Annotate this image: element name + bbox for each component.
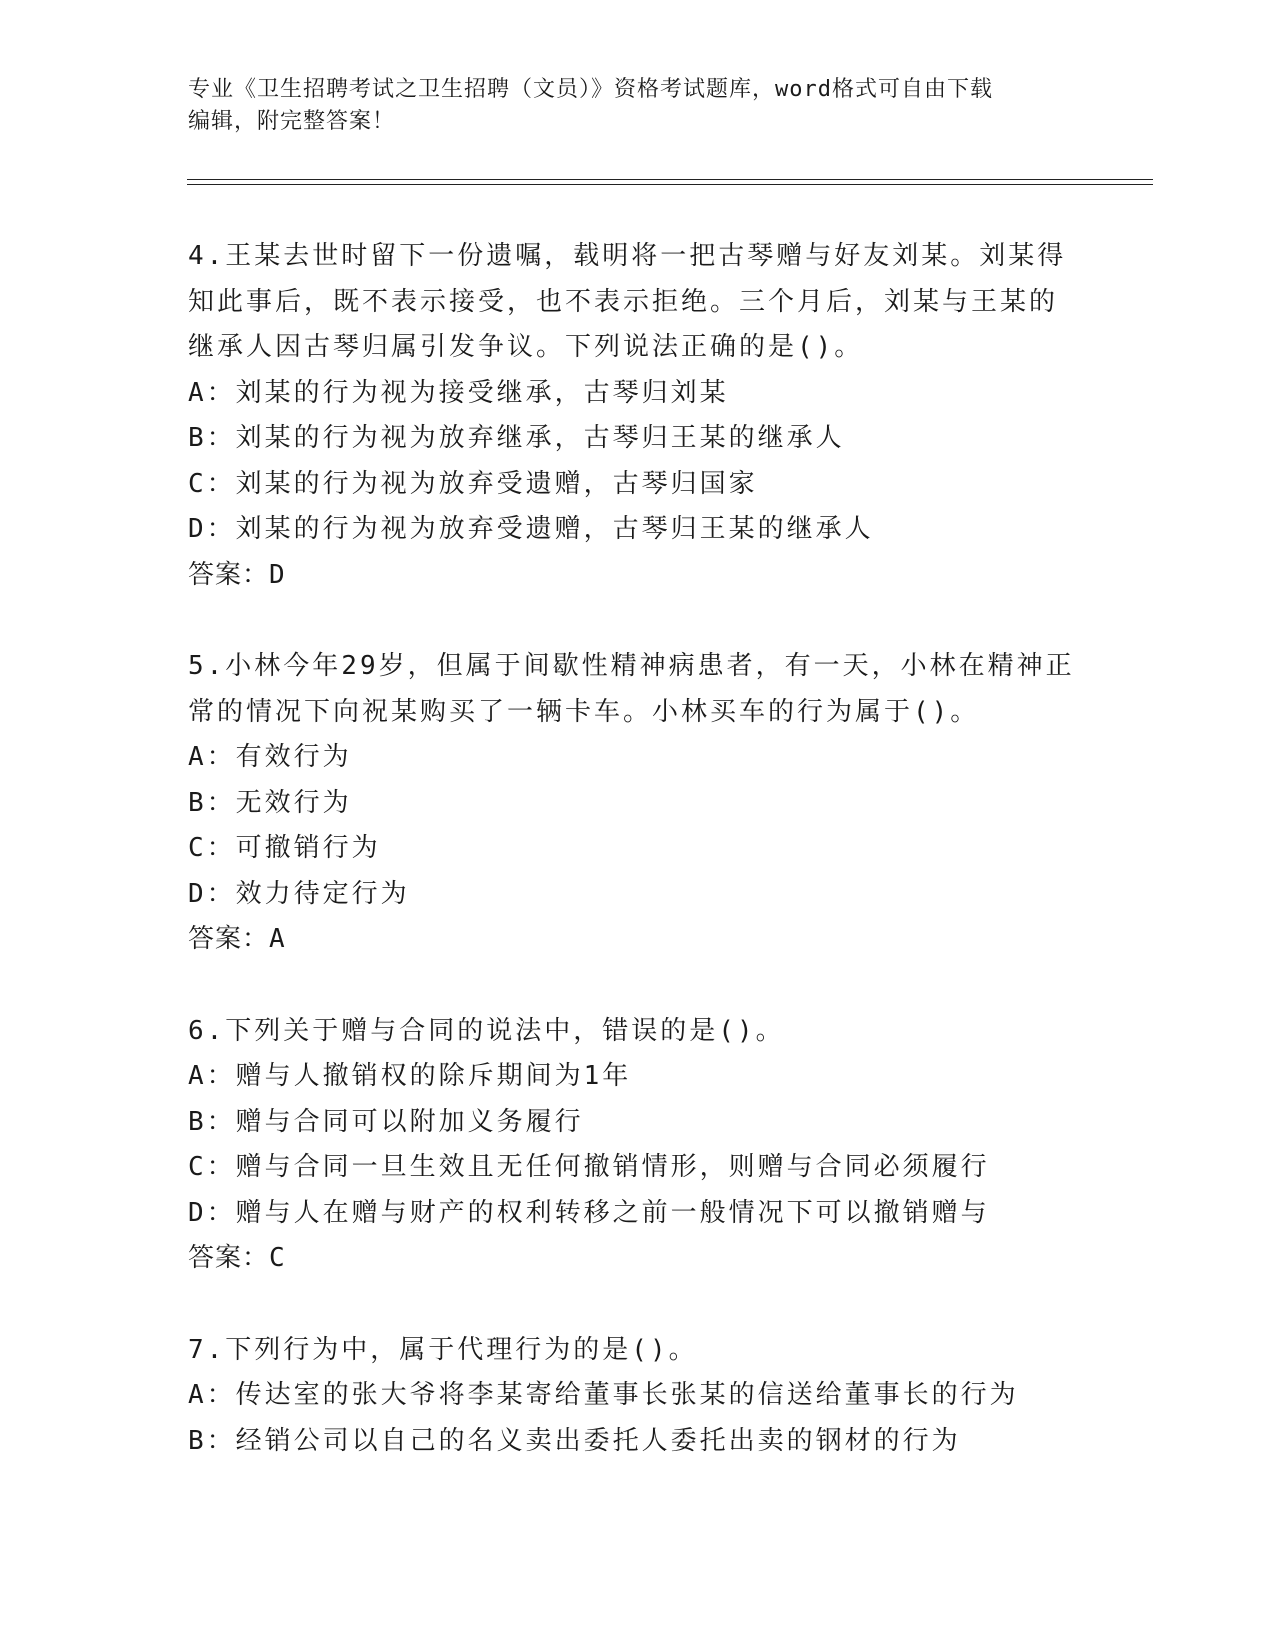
question-text-line: 常的情况下向祝某购买了一辆卡车。小林买车的行为属于()。: [188, 696, 980, 727]
option-a: A：赠与人撤销权的除斥期间为1年: [188, 1061, 632, 1091]
option-b: B：经销公司以自己的名义卖出委托人委托出卖的钢材的行为: [188, 1425, 961, 1456]
answer: [188, 917, 1088, 963]
option-a: A：有效行为: [188, 742, 352, 772]
answer-value: D: [269, 559, 286, 590]
answer-value: C: [269, 1243, 286, 1273]
question-5: [188, 644, 1088, 963]
answer: [188, 1236, 1088, 1282]
answer-value: A: [269, 924, 286, 954]
question-4: [188, 234, 1088, 598]
option-b: B：赠与合同可以附加义务履行: [188, 1106, 584, 1137]
option-d: D：效力待定行为: [188, 878, 410, 909]
question-text-line: 5.小林今年29岁，但属于间歇性精神病患者，有一天，小林在精神正: [188, 651, 1075, 681]
option-c: C：刘某的行为视为放弃受遗赠，古琴归国家: [188, 468, 758, 499]
header-line-2: 编辑，附完整答案！: [188, 109, 396, 134]
question-text-line: 继承人因古琴归属引发争议。下列说法正确的是()。: [188, 332, 864, 362]
answer-label: 答案：: [188, 924, 270, 954]
option-a: A：传达室的张大爷将李某寄给董事长张某的信送给董事长的行为: [188, 1380, 1019, 1410]
question-text-line: 4.王某去世时留下一份遗嘱，载明将一把古琴赠与好友刘某。刘某得: [188, 241, 1067, 271]
question-text-line: 7.下列行为中，属于代理行为的是()。: [188, 1334, 698, 1365]
option-c: C：赠与合同一旦生效且无任何撤销情形，则赠与合同必须履行: [188, 1152, 990, 1182]
header-divider-bottom: [187, 184, 1153, 185]
answer-label: 答案：: [188, 1243, 270, 1273]
header-divider-top: [187, 179, 1153, 180]
question-text-line: 6.下列关于赠与合同的说法中，错误的是()。: [188, 1015, 785, 1046]
document-header: [188, 74, 1088, 138]
question-7: [188, 1328, 1088, 1465]
option-c: C：可撤销行为: [188, 833, 381, 863]
option-a: A：刘某的行为视为接受继承，古琴归刘某: [188, 377, 729, 408]
option-b: B：刘某的行为视为放弃继承，古琴归王某的继承人: [188, 423, 845, 453]
answer: [188, 553, 1088, 599]
option-d: D：赠与人在赠与财产的权利转移之前一般情况下可以撤销赠与: [188, 1197, 990, 1228]
option-d: D：刘某的行为视为放弃受遗赠，古琴归王某的继承人: [188, 514, 874, 544]
question-list: [188, 234, 1088, 1510]
option-b: B：无效行为: [188, 787, 352, 818]
answer-label: 答案：: [188, 559, 270, 590]
question-6: [188, 1009, 1088, 1282]
question-text-line: 知此事后，既不表示接受，也不表示拒绝。三个月后，刘某与王某的: [188, 286, 1059, 317]
header-line-1: 专业《卫生招聘考试之卫生招聘（文员）》资格考试题库，word格式可自由下载: [188, 77, 993, 102]
